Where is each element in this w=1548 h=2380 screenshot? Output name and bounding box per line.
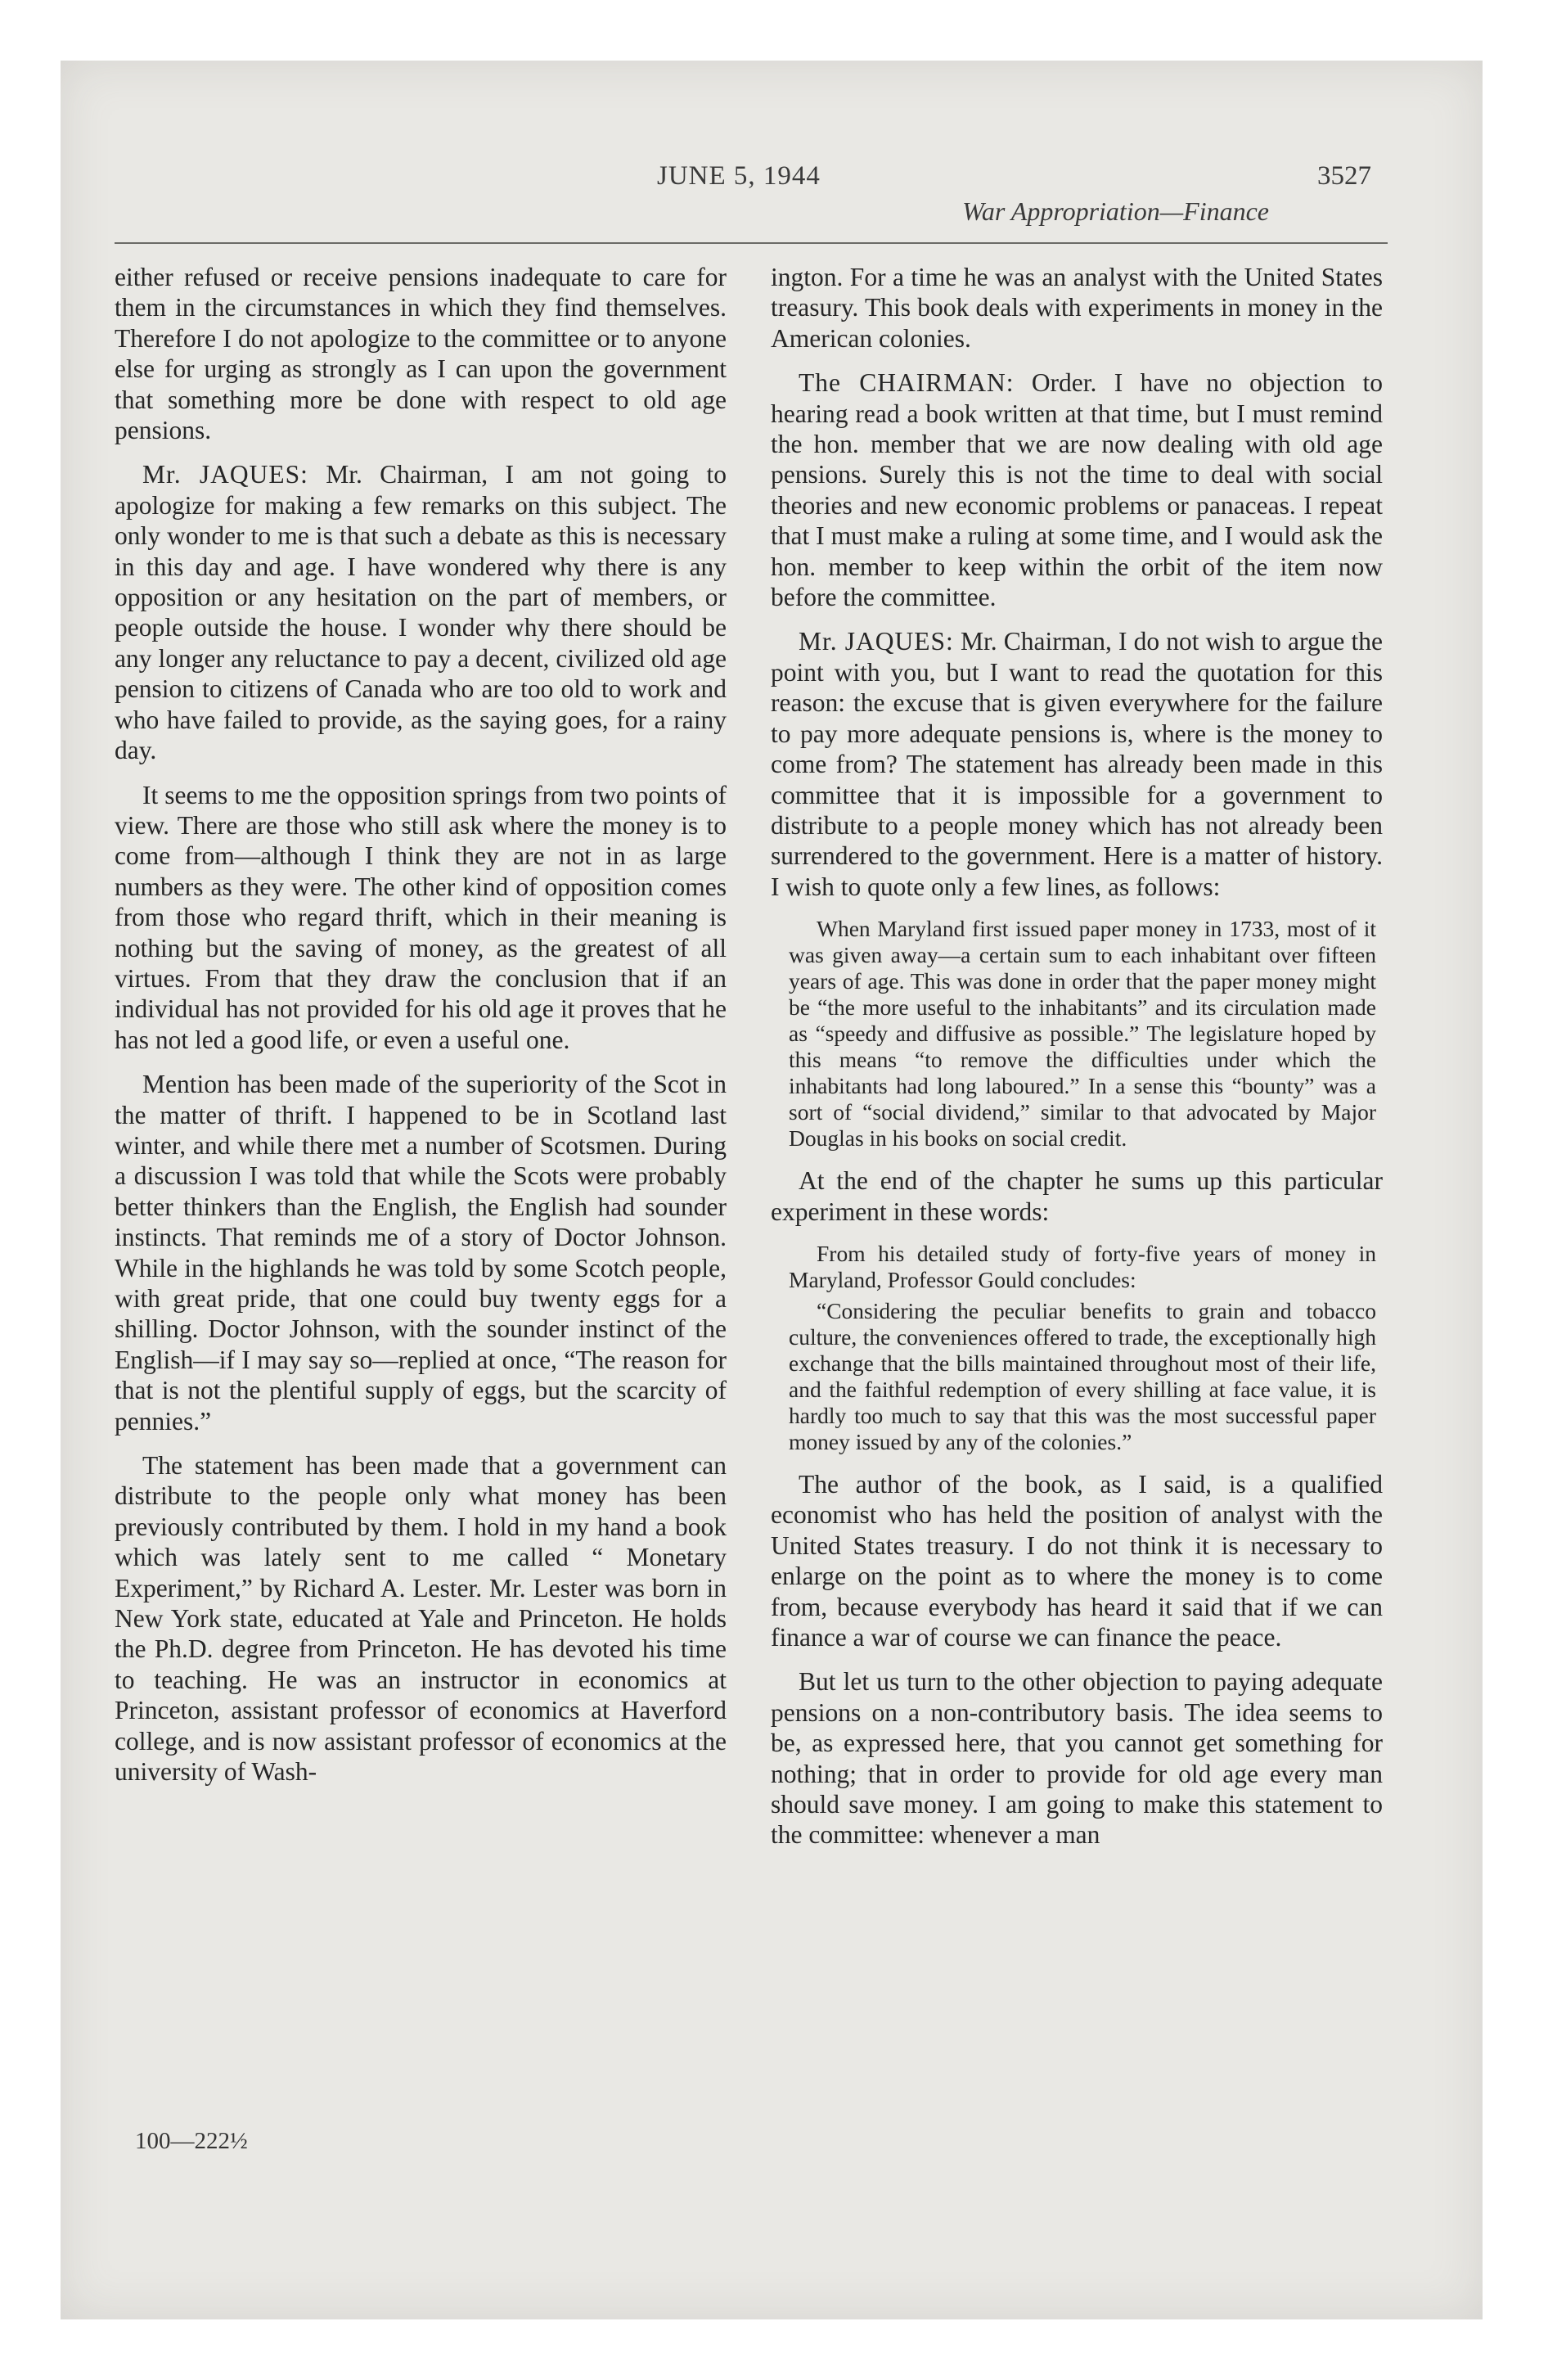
- speech-text: Order. I have no objection to hearing read a book written at that time, but I must remind the hon. member that we are now dealing with old age pensions. Surely this is not the time to deal with social theories and new economic problems or panaceas. I repeat that I must make a ruling at some time, and I would ask the hon. member to keep within the orbit of the item now before the committee.: [771, 368, 1383, 612]
- quote-paragraph: When Maryland first issued paper money in 1733, most of it was given away—a certain sum to each inhabitant over fifteen years of age. This was done in order that the paper money might be “the more useful to the inhabitants” and its circulation made as “speedy and diffusive as possible.” The legislature hoped by this means “to remove the difficulties under which the inhabitants had long laboured.” In a sense this “bounty” was a sort of “social dividend,” similar to that advocated by Major Douglas in his books on social credit.: [789, 916, 1376, 1152]
- paragraph: [771, 367, 1383, 612]
- right-column: [771, 262, 1383, 1864]
- page-number: 3527: [1317, 161, 1371, 191]
- section-title: War Appropriation—Finance: [962, 196, 1269, 226]
- header-rule: [115, 242, 1388, 244]
- paragraph: [115, 459, 727, 765]
- speaker-name: The CHAIRMAN:: [799, 368, 1015, 398]
- block-quote: [771, 1241, 1383, 1455]
- block-quote: [771, 916, 1383, 1152]
- paragraph: At the end of the chapter he sums up this particular experiment in these words:: [771, 1166, 1383, 1226]
- paragraph: [771, 626, 1383, 902]
- left-column: [115, 262, 727, 1801]
- paragraph: Mention has been made of the superiority of the Scot in the matter of thrift. I happened to be in Scotland last winter, and while there met a number of Scotsmen. During a discussion I was told that while the Scots were probably better thinkers than the English, the English had sounder instincts. That reminds me of a story of Doctor Johnson. While in the highlands he was told by some Scotch people, with great pride, that one could buy twenty eggs for a shilling. Doctor Johnson, with the sounder instinct of the English—if I may say so—replied at once, “The reason for that is not the plentiful supply of eggs, but the scarcity of pennies.”: [115, 1070, 727, 1436]
- speaker-name: Mr. JAQUES:: [142, 460, 308, 489]
- speaker-name: Mr. JAQUES:: [799, 627, 954, 656]
- paragraph: either refused or receive pensions inadequate to care for them in the circumstances in which they find themselves. Therefore I do not apologize to the committee or to anyone else for urging as strongly as I can upon the government that something more be done with respect to old age pensions.: [115, 263, 727, 445]
- paragraph: The author of the book, as I said, is a qualified economist who has held the position of analyst with the United States treasury. I do not think it is necessary to enlarge on the point as to where the money is to come from, because everybody has heard it said that if we can finance a war of course we can finance the peace.: [771, 1469, 1383, 1652]
- quote-paragraph: From his detailed study of forty-five years of money in Maryland, Professor Gould concludes:: [789, 1240, 1376, 1292]
- page-header: [115, 151, 1388, 237]
- paragraph: The statement has been made that a government can distribute to the people only what money has been previously contributed by them. I hold in my hand a book which was lately sent to me called “ Monetary Experiment,” by Richard A. Lester. Mr. Lester was born in New York state, educated at Yale and Princeton. He holds the Ph.D. degree from Princeton. He has devoted his time to teaching. He was an instructor in economics at Princeton, assistant professor of economics at Haverford college, and is now assistant professor of economics at the university of Wash-: [115, 1451, 727, 1787]
- paragraph: But let us turn to the other objection to paying adequate pensions on a non-contributory basis. The idea seems to be, as expressed here, that you cannot get something for nothing; that in order to provide for old age every man should save money. I am going to make this statement to the committee: whenever a man: [771, 1667, 1383, 1850]
- paragraph: ington. For a time he was an analyst with the United States treasury. This book deals with experiments in money in the American colonies.: [771, 263, 1383, 353]
- header-date: JUNE 5, 1944: [657, 161, 821, 191]
- speech-text: Mr. Chairman, I am not going to apologize for making a few remarks on this subject. The only wonder to me is that such a debate as this is necessary in this day and age. I have wondered why there is any opposition or any hesitation on the part of members, or people outside the house. I wonder why there should be any longer any reluctance to pay a decent, civilized old age pension to citizens of Canada who are too old to work and who have failed to provide, as the saying goes, for a rainy day.: [115, 460, 727, 765]
- printer-signature: 100—222½: [135, 2128, 248, 2154]
- quote-paragraph: “Considering the peculiar benefits to grain and tobacco culture, the conveniences offered to trade, the exceptionally high exchange that the bills maintained throughout most of their life, and the faithful redemption of every shilling at face value, it is hardly too much to say that this was the most successful paper money issued by any of the colonies.”: [789, 1297, 1376, 1454]
- paragraph: It seems to me the opposition springs from two points of view. There are those who still ask where the money is to come from—although I think they are not in as large numbers as they were. The other kind of opposition comes from those who regard thrift, which in their meaning is nothing but the saving of money, as the greatest of all virtues. From that they draw the conclusion that if an individual has not provided for his old age it proves that he has not led a good life, or even a useful one.: [115, 780, 727, 1054]
- speech-text: Mr. Chairman, I do not wish to argue the point with you, but I want to read the quotation for this reason: the excuse that is given everywhere for the failure to pay more adequate pensions is, where is the money to come from? The statement has already been made in this committee that it is impossible for a government to distribute to a people money which has not already been surrendered to the government. Here is a matter of history. I wish to quote only a few lines, as follows:: [771, 627, 1384, 901]
